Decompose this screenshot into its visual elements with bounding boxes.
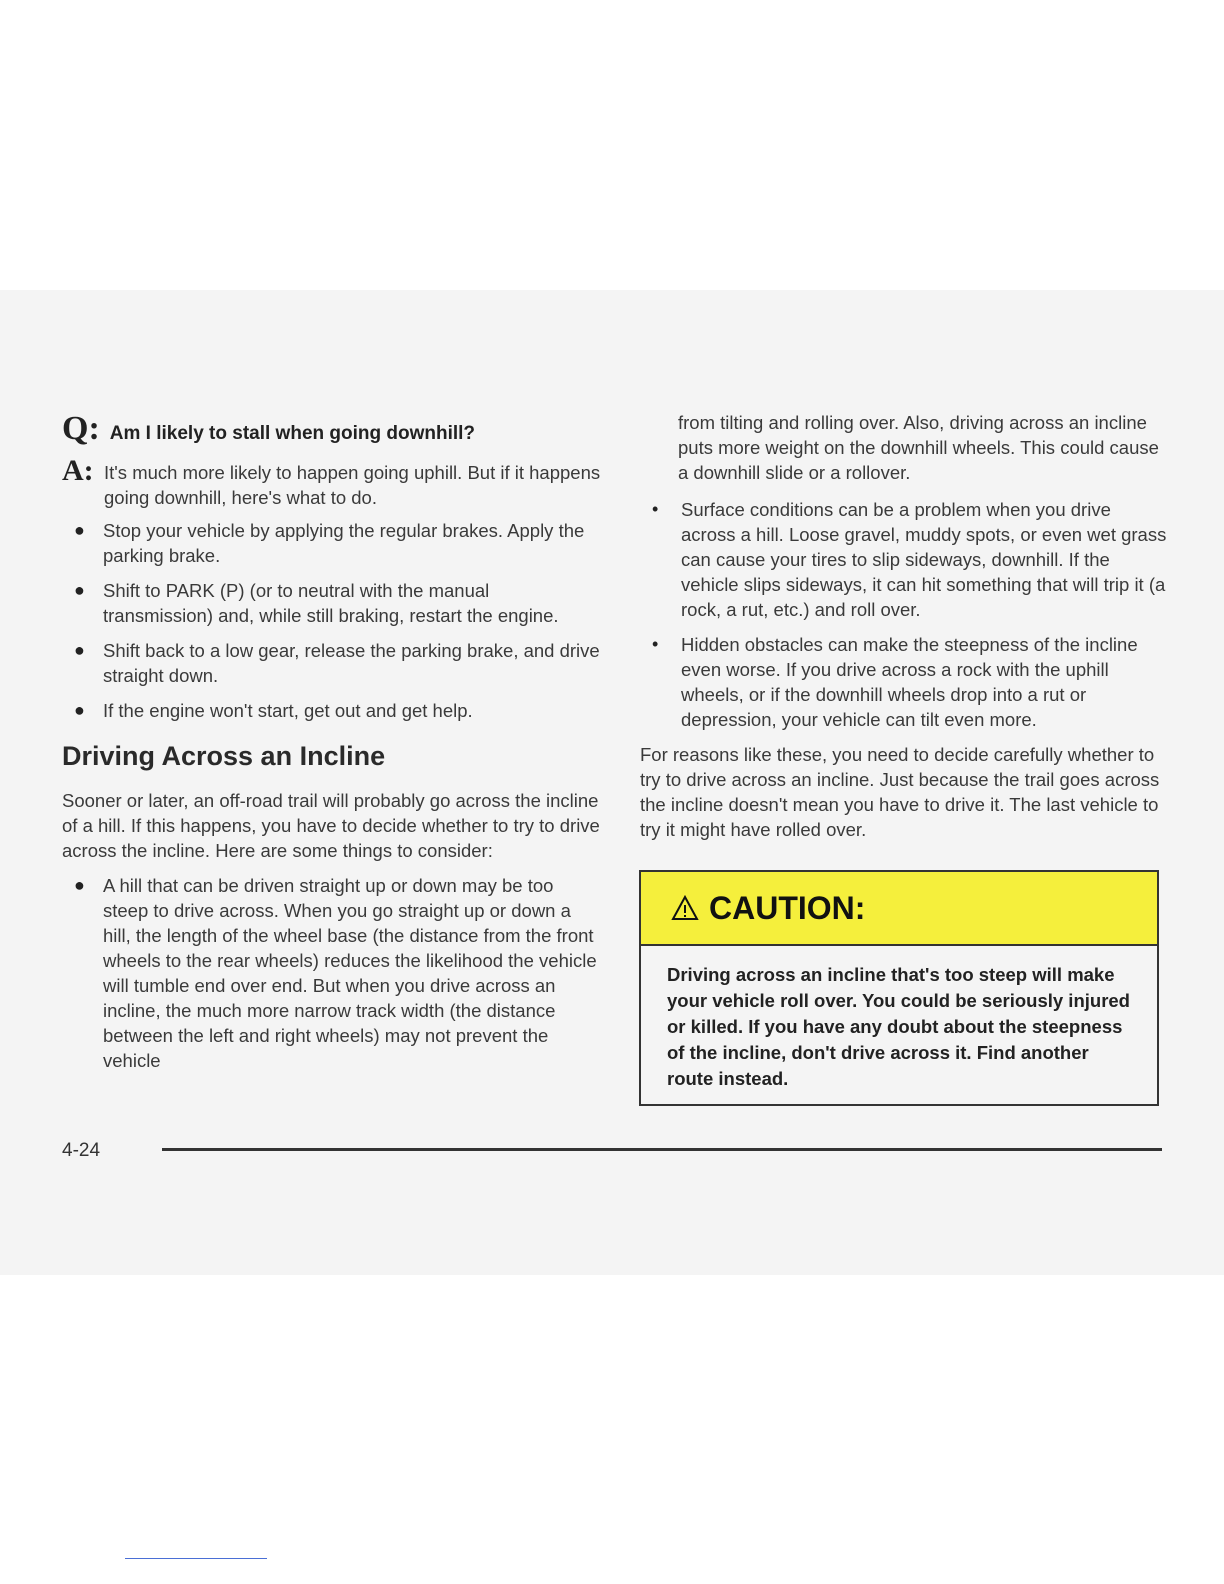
answer-text: It's much more likely to happen going uphill. But if it happens going downhill, here's what to do. <box>104 462 601 508</box>
bullet-icon: • <box>652 499 659 519</box>
bullet-icon: ● <box>74 700 85 720</box>
list-item-text: Shift back to a low gear, release the parking brake, and drive straight down. <box>103 640 600 686</box>
q-label: Q: <box>62 410 100 447</box>
bullet-icon: ● <box>74 640 85 660</box>
answer-block <box>62 454 602 510</box>
list-item <box>62 698 602 723</box>
caution-box <box>639 870 1159 1106</box>
caution-header <box>641 872 1157 946</box>
incline-list-continued <box>640 497 1170 732</box>
page-number: 4-24 <box>62 1140 101 1161</box>
list-item <box>62 578 602 628</box>
list-item-text: Surface conditions can be a problem when you drive across a hill. Loose gravel, muddy spots, or even wet grass can cause your tires to slip sideways, downhill. If the vehicle slips sideways, it can hit something that will trip it (a rock, a rut, etc.) and roll over. <box>681 499 1167 620</box>
list-item-text: Hidden obstacles can make the steepness of the incline even worse. If you drive across a rock with the uphill wheels, or if the downhill wheels drop into a rut or depression, your vehicle can tilt even more. <box>681 634 1138 730</box>
list-item <box>640 632 1170 732</box>
list-item <box>640 497 1170 622</box>
list-item <box>62 638 602 688</box>
bullet-icon: ● <box>74 875 85 895</box>
incline-list <box>62 873 602 1073</box>
footer-divider <box>162 1148 1162 1151</box>
question-text: Am I likely to stall when going downhill? <box>109 423 476 444</box>
reasons-paragraph: For reasons like these, you need to decide carefully whether to try to drive across an incline. Just because the trail goes across the incline doesn't mean you have to drive it. The last vehicle to try it might have rolled over. <box>640 744 1160 840</box>
caution-title: CAUTION: <box>709 889 866 926</box>
section-heading: Driving Across an Incline <box>62 741 386 771</box>
list-item-text: If the engine won't start, get out and get help. <box>103 700 473 721</box>
right-column <box>640 410 1170 852</box>
continued-text: from tilting and rolling over. Also, driving across an incline puts more weight on the downhill wheels. This could cause a downhill slide or a rollover. <box>678 412 1159 483</box>
question-line <box>62 410 602 448</box>
list-item <box>62 873 602 1073</box>
a-label: A: <box>62 454 94 487</box>
left-column <box>62 410 602 1083</box>
link-underline <box>125 1558 267 1559</box>
bullet-icon: ● <box>74 580 85 600</box>
warning-triangle-icon <box>671 894 699 922</box>
downhill-steps-list <box>62 518 602 723</box>
list-item-text: A hill that can be driven straight up or down may be too steep to drive across. When you go straight up or down a hill, the length of the wheel base (the distance from the front wheels to the rear wheels) reduces the likelihood the vehicle will tumble end over end. But when you drive across an incline, the much more narrow track width (the distance between the left and right wheels) may not prevent the vehicle <box>103 875 597 1071</box>
bullet-icon: • <box>652 634 659 654</box>
bullet-icon: ● <box>74 520 85 540</box>
list-item-text: Shift to PARK (P) (or to neutral with the manual transmission) and, while still braking, restart the engine. <box>103 580 559 626</box>
list-item <box>62 518 602 568</box>
caution-body: Driving across an incline that's too steep will make your vehicle roll over. You could be seriously injured or killed. If you have any doubt about the steepness of the incline, don't drive across it. Find another route instead. <box>667 964 1130 1089</box>
intro-paragraph: Sooner or later, an off-road trail will probably go across the incline of a hill. If this happens, you have to decide whether to try to drive across the incline. Here are some things to consider: <box>62 790 600 861</box>
list-item-text: Stop your vehicle by applying the regular brakes. Apply the parking brake. <box>103 520 585 566</box>
